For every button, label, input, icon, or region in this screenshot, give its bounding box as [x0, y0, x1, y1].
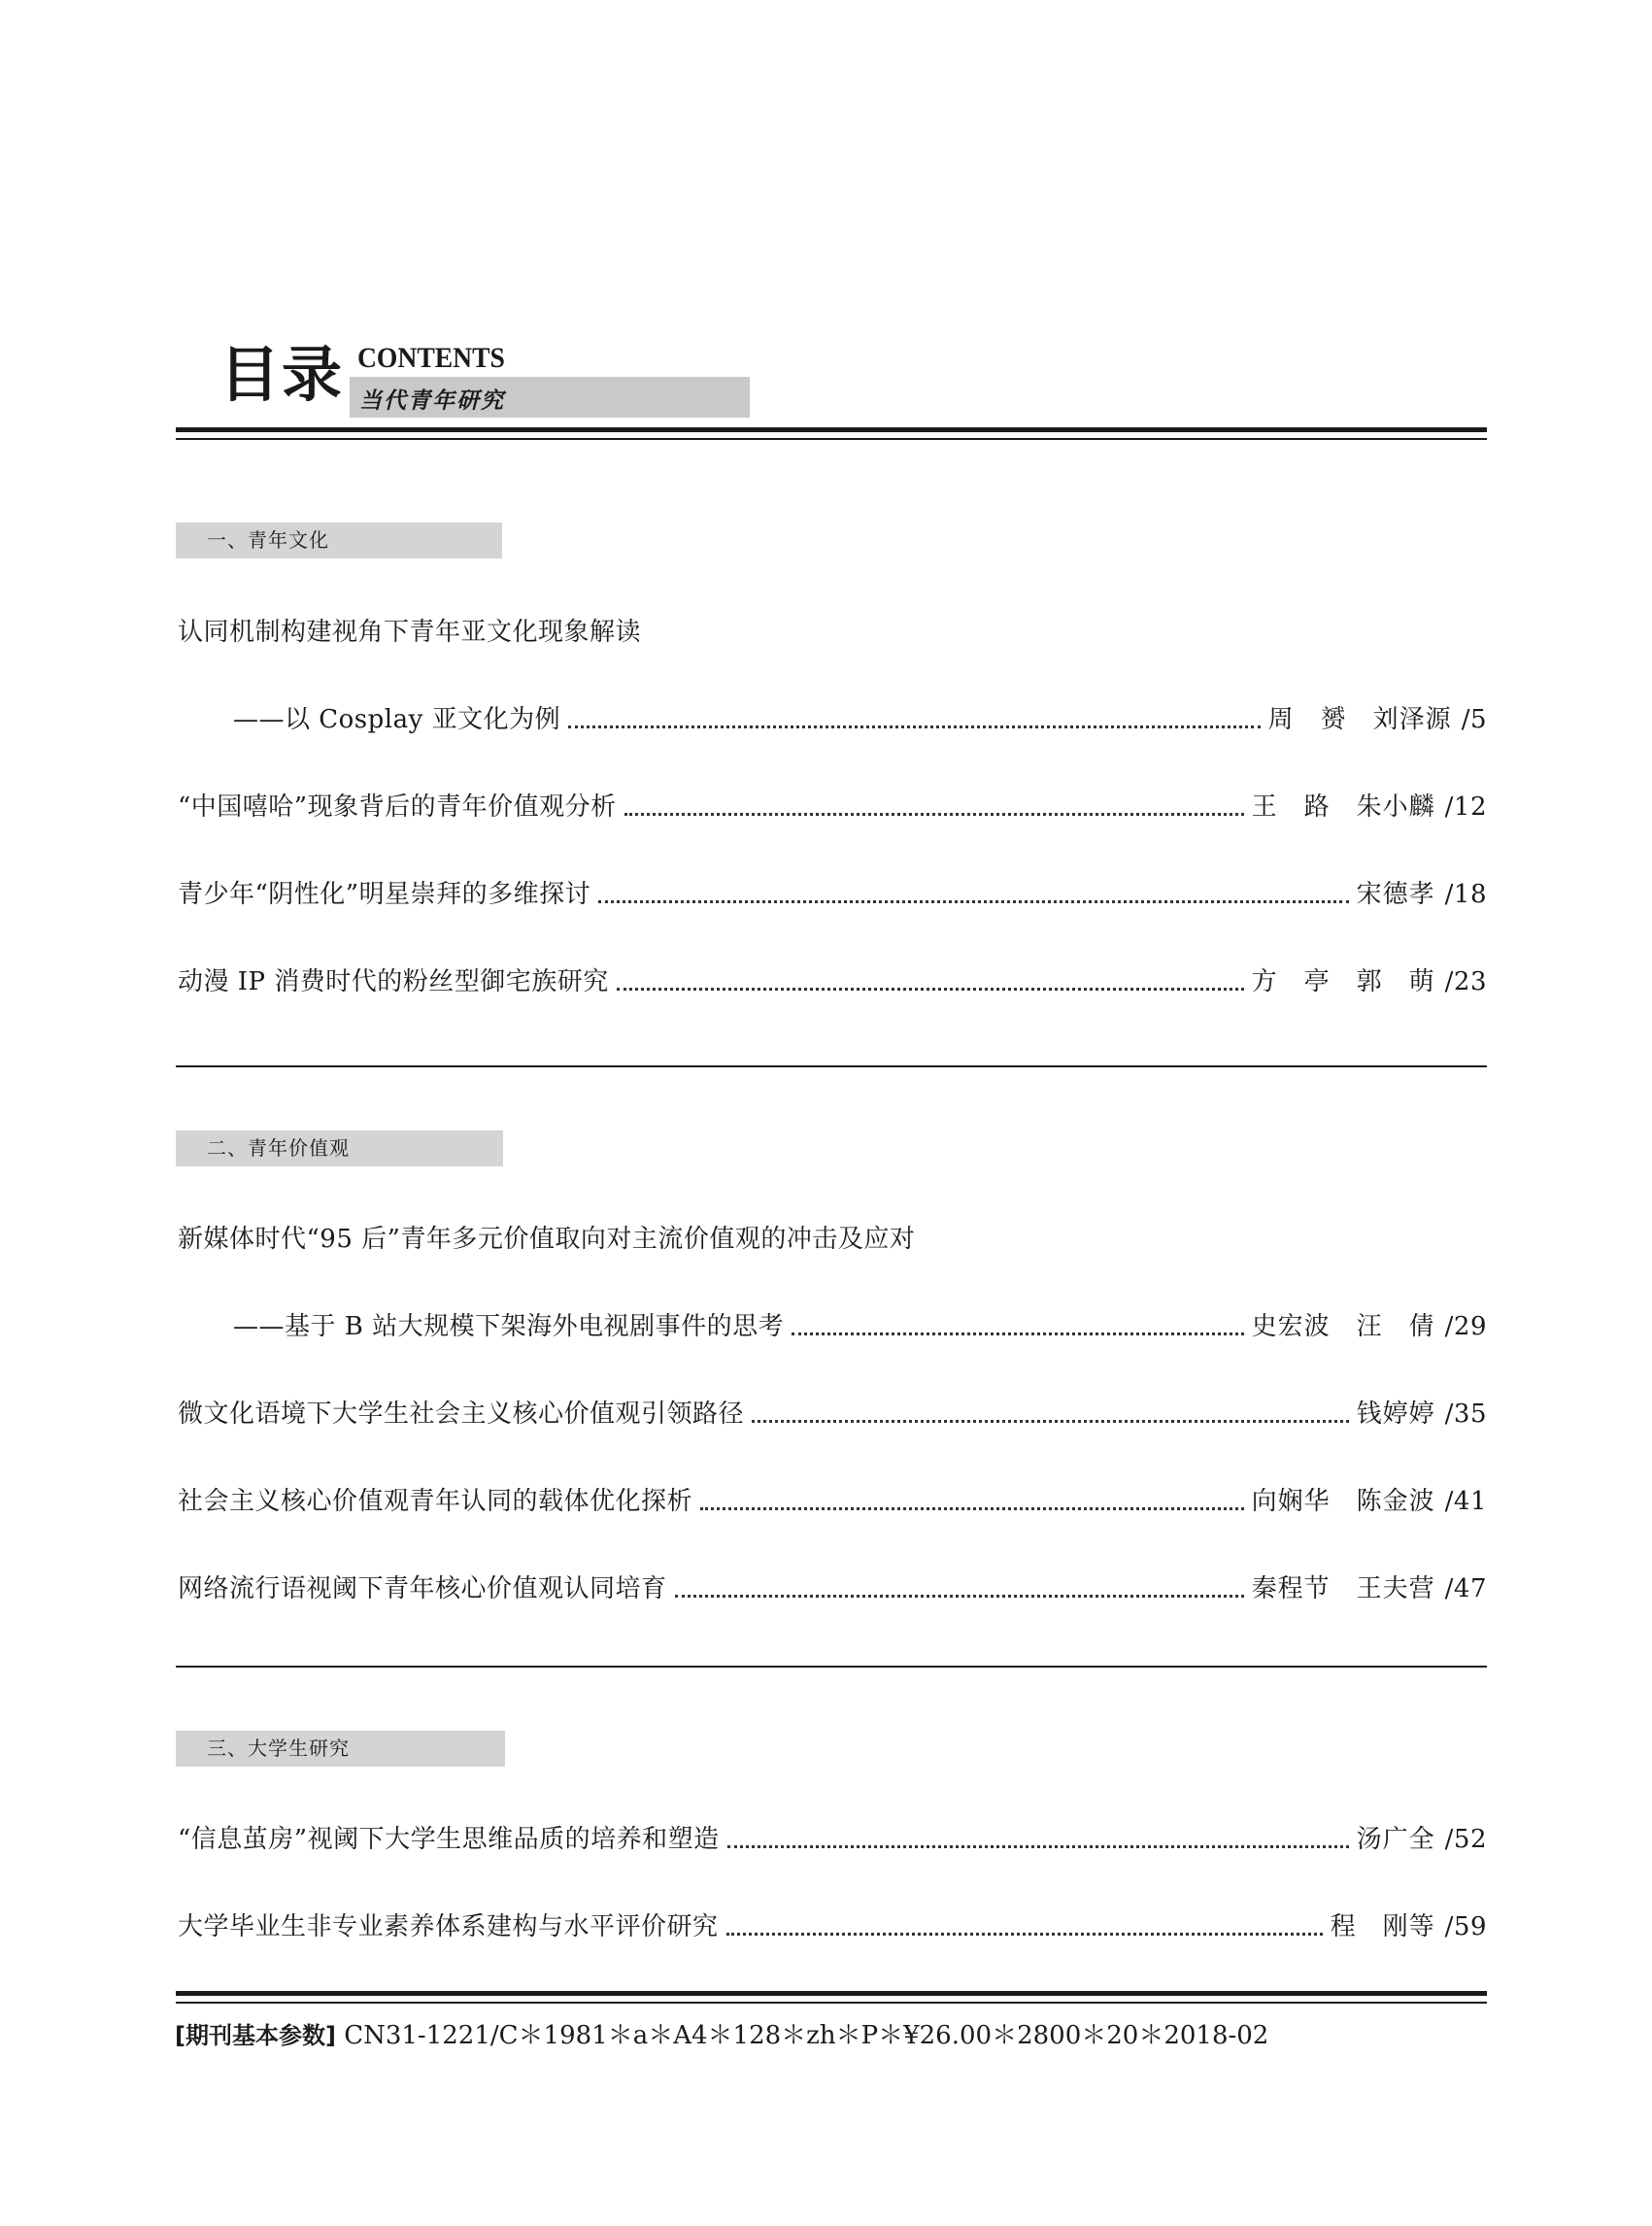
page-number: /52: [1444, 1825, 1487, 1854]
page-number: /5: [1461, 705, 1487, 734]
article-title: 微文化语境下大学生社会主义核心价值观引领路径: [178, 1400, 745, 1429]
journal-parameters: [175, 2018, 1268, 2053]
article-authors: 宋德孝: [1356, 880, 1435, 909]
article-authors: 向娴华 陈金波: [1251, 1487, 1435, 1516]
dot-leader: [792, 1332, 1244, 1335]
toc-entry[interactable]: [178, 1397, 1487, 1432]
page-number: /35: [1444, 1400, 1487, 1429]
header-rule-thick: [176, 427, 1487, 432]
section-tag: 二、青年价值观: [176, 1130, 503, 1166]
section-tag: 三、大学生研究: [176, 1731, 505, 1767]
dot-leader: [752, 1420, 1349, 1423]
toc-entry[interactable]: [178, 1571, 1487, 1606]
section-divider: [176, 1065, 1487, 1067]
page-number: /59: [1444, 1912, 1487, 1941]
page-number: /47: [1444, 1574, 1487, 1603]
article-title: “信息茧房”视阈下大学生思维品质的培养和塑造: [178, 1825, 720, 1854]
article-authors: 周 赟 刘泽源: [1267, 705, 1452, 734]
article-subtitle: ——基于 B 站大规模下架海外电视剧事件的思考: [233, 1312, 785, 1341]
article-authors: 钱婷婷: [1356, 1400, 1435, 1429]
toc-entry[interactable]: [233, 1309, 1487, 1344]
section-divider: [176, 1666, 1487, 1668]
article-title: 青少年“阴性化”明星崇拜的多维探讨: [178, 880, 591, 909]
page-number: /18: [1444, 880, 1487, 909]
toc-entry[interactable]: [178, 1822, 1487, 1857]
page-number: /41: [1444, 1487, 1487, 1516]
dot-leader: [727, 1845, 1349, 1848]
journal-parameters-label: [期刊基本参数]: [175, 2022, 336, 2049]
page-number: /23: [1444, 967, 1487, 996]
page-number: /29: [1444, 1312, 1487, 1341]
article-authors: 程 刚等: [1330, 1912, 1435, 1941]
header-rule-thin: [176, 438, 1487, 440]
page-title: 目录: [219, 339, 345, 410]
toc-entry[interactable]: [233, 702, 1487, 737]
article-authors: 史宏波 汪 倩: [1251, 1312, 1435, 1341]
dot-leader: [675, 1595, 1244, 1598]
footer-rule-thin: [176, 2002, 1487, 2004]
article-title: “中国嘻哈”现象背后的青年价值观分析: [178, 793, 617, 822]
article-title: 网络流行语视阈下青年核心价值观认同培育: [178, 1574, 667, 1603]
dot-leader: [726, 1933, 1323, 1936]
toc-entry[interactable]: [178, 964, 1487, 999]
article-title: 社会主义核心价值观青年认同的载体优化探析: [178, 1487, 693, 1516]
article-authors: 方 亭 郭 萌: [1251, 967, 1435, 996]
toc-entry[interactable]: [178, 1909, 1487, 1944]
article-title[interactable]: 新媒体时代“95 后”青年多元价值取向对主流价值观的冲击及应对: [178, 1225, 916, 1254]
dot-leader: [700, 1507, 1244, 1510]
article-authors: 秦程节 王夫营: [1251, 1574, 1435, 1603]
page-title-english: CONTENTS: [357, 342, 505, 374]
dot-leader: [617, 988, 1244, 991]
article-subtitle: ——以 Cosplay 亚文化为例: [233, 705, 561, 734]
footer-rule-thick: [176, 1991, 1487, 1996]
article-title[interactable]: 认同机制构建视角下青年亚文化现象解读: [178, 618, 642, 647]
dot-leader: [568, 725, 1261, 728]
section-tag: 一、青年文化: [176, 523, 502, 558]
article-authors: 王 路 朱小麟: [1251, 793, 1435, 822]
article-authors: 汤广全: [1356, 1825, 1435, 1854]
page-number: /12: [1444, 793, 1487, 822]
journal-parameters-value: CN31-1221/C＊1981＊a＊A4＊128＊zh＊P＊¥26.00＊2800＊20＊2018-02: [344, 2021, 1269, 2050]
toc-entry[interactable]: [178, 790, 1487, 825]
dot-leader: [598, 900, 1349, 903]
toc-entry[interactable]: [178, 1484, 1487, 1519]
dot-leader: [624, 813, 1244, 816]
article-title: 动漫 IP 消费时代的粉丝型御宅族研究: [178, 967, 609, 996]
article-title: 大学毕业生非专业素养体系建构与水平评价研究: [178, 1912, 719, 1941]
journal-name: 当代青年研究: [359, 388, 505, 414]
toc-entry[interactable]: [178, 877, 1487, 912]
